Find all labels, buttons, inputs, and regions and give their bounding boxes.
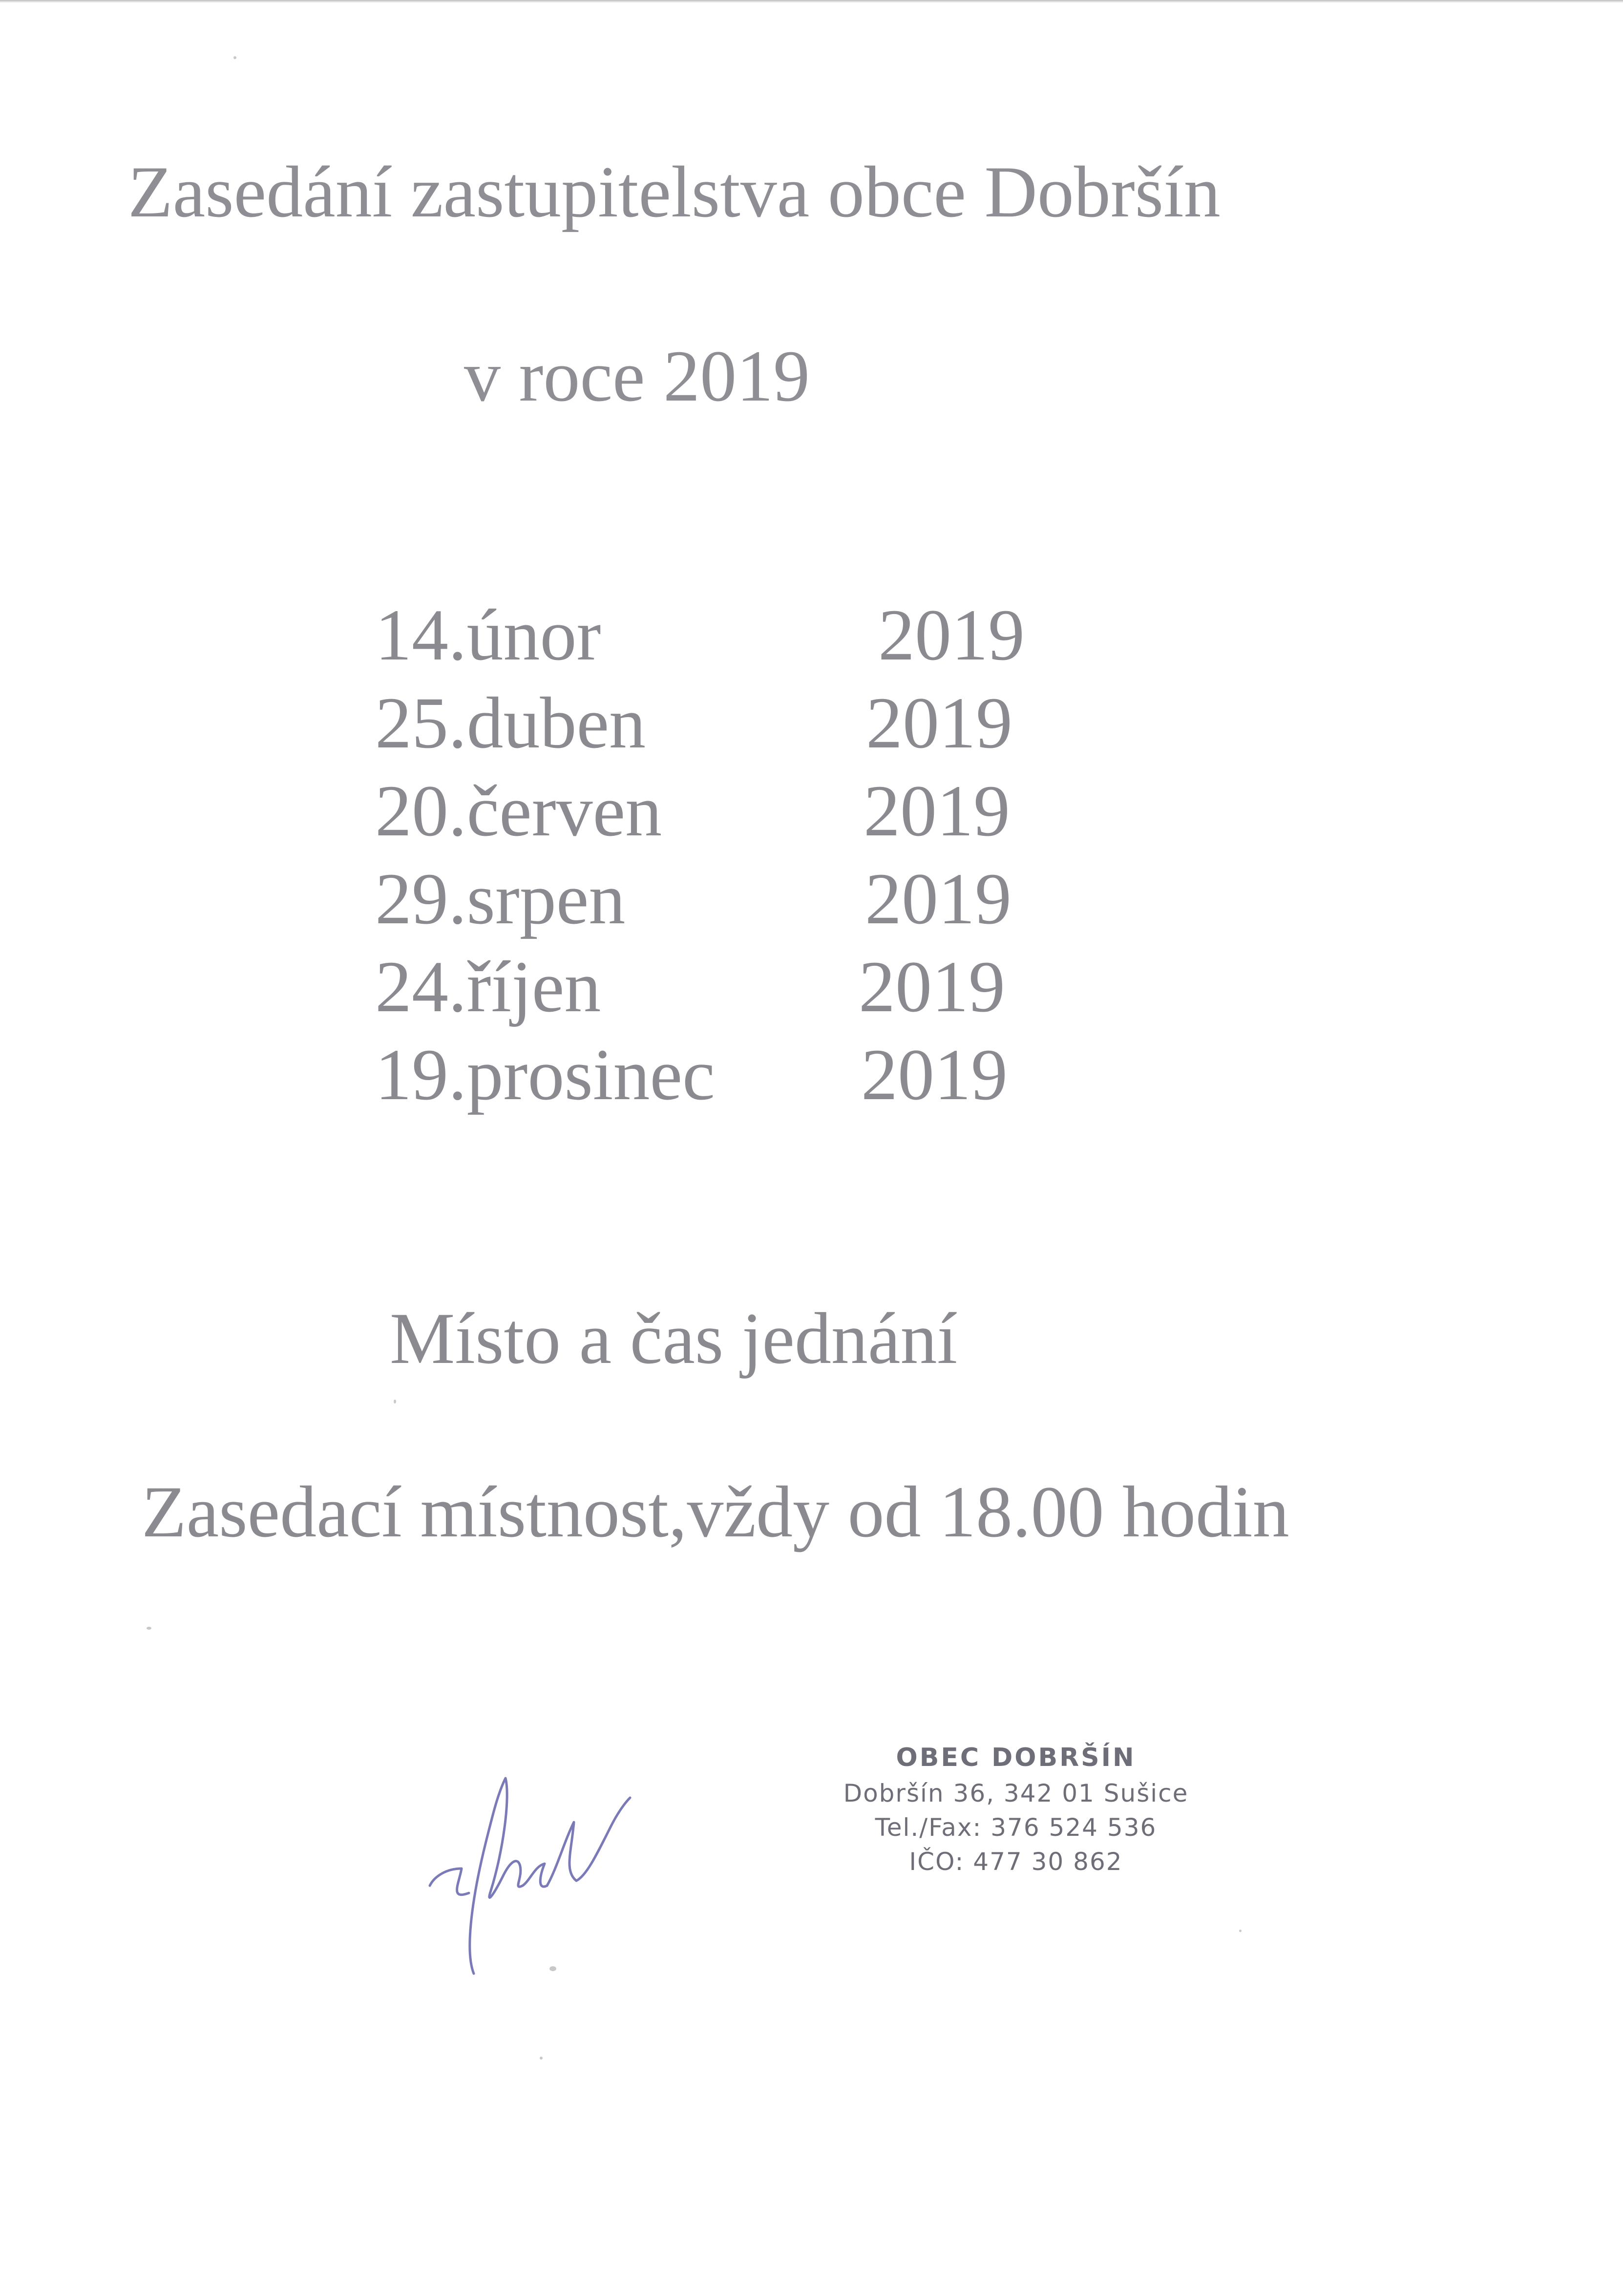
meeting-year: 2019 (865, 858, 1012, 939)
meeting-year: 2019 (864, 770, 1010, 851)
meeting-date-row (375, 682, 1059, 774)
meeting-date-row (375, 770, 1059, 862)
scan-speck (233, 56, 236, 59)
scan-speck (394, 1400, 396, 1403)
scan-speck (549, 1966, 556, 1971)
stamp-phone: Tel./Fax: 376 524 536 (875, 1813, 1157, 1842)
meeting-date: 19.prosinec (375, 1034, 715, 1115)
scan-speck (147, 1627, 151, 1630)
meeting-date-row (375, 595, 1059, 686)
meeting-date-row (375, 946, 1059, 1038)
stamp-ico: IČO: 477 30 862 (909, 1848, 1123, 1876)
place-detail: Zasedací místnost,vždy od 18.00 hodin (142, 1471, 1289, 1552)
document-title: Zasedání zastupitelstva obce Dobršín (128, 151, 1221, 233)
meeting-year: 2019 (878, 595, 1025, 676)
meeting-date-row (375, 858, 1059, 950)
meeting-dates-list (375, 595, 1059, 1126)
scan-edge (0, 0, 1623, 3)
meeting-date: 25.duben (375, 682, 646, 764)
meeting-year: 2019 (861, 1034, 1008, 1115)
stamp-name: OBEC DOBRŠÍN (896, 1743, 1136, 1772)
scan-speck (1239, 1930, 1242, 1932)
meeting-date: 14.únor (375, 595, 601, 676)
meeting-year: 2019 (866, 682, 1012, 764)
official-stamp (821, 1739, 1211, 1879)
signature-icon (400, 1744, 654, 1998)
document-subtitle: v roce 2019 (464, 336, 810, 417)
meeting-date-row (375, 1034, 1059, 1126)
stamp-address: Dobršín 36, 342 01 Sušice (843, 1779, 1189, 1807)
meeting-date: 29.srpen (375, 858, 626, 939)
meeting-date: 20.červen (375, 770, 662, 851)
meeting-year: 2019 (859, 946, 1005, 1027)
meeting-date: 24.říjen (375, 946, 601, 1027)
scan-speck (540, 2057, 543, 2060)
place-heading: Místo a čas jednání (390, 1298, 958, 1379)
